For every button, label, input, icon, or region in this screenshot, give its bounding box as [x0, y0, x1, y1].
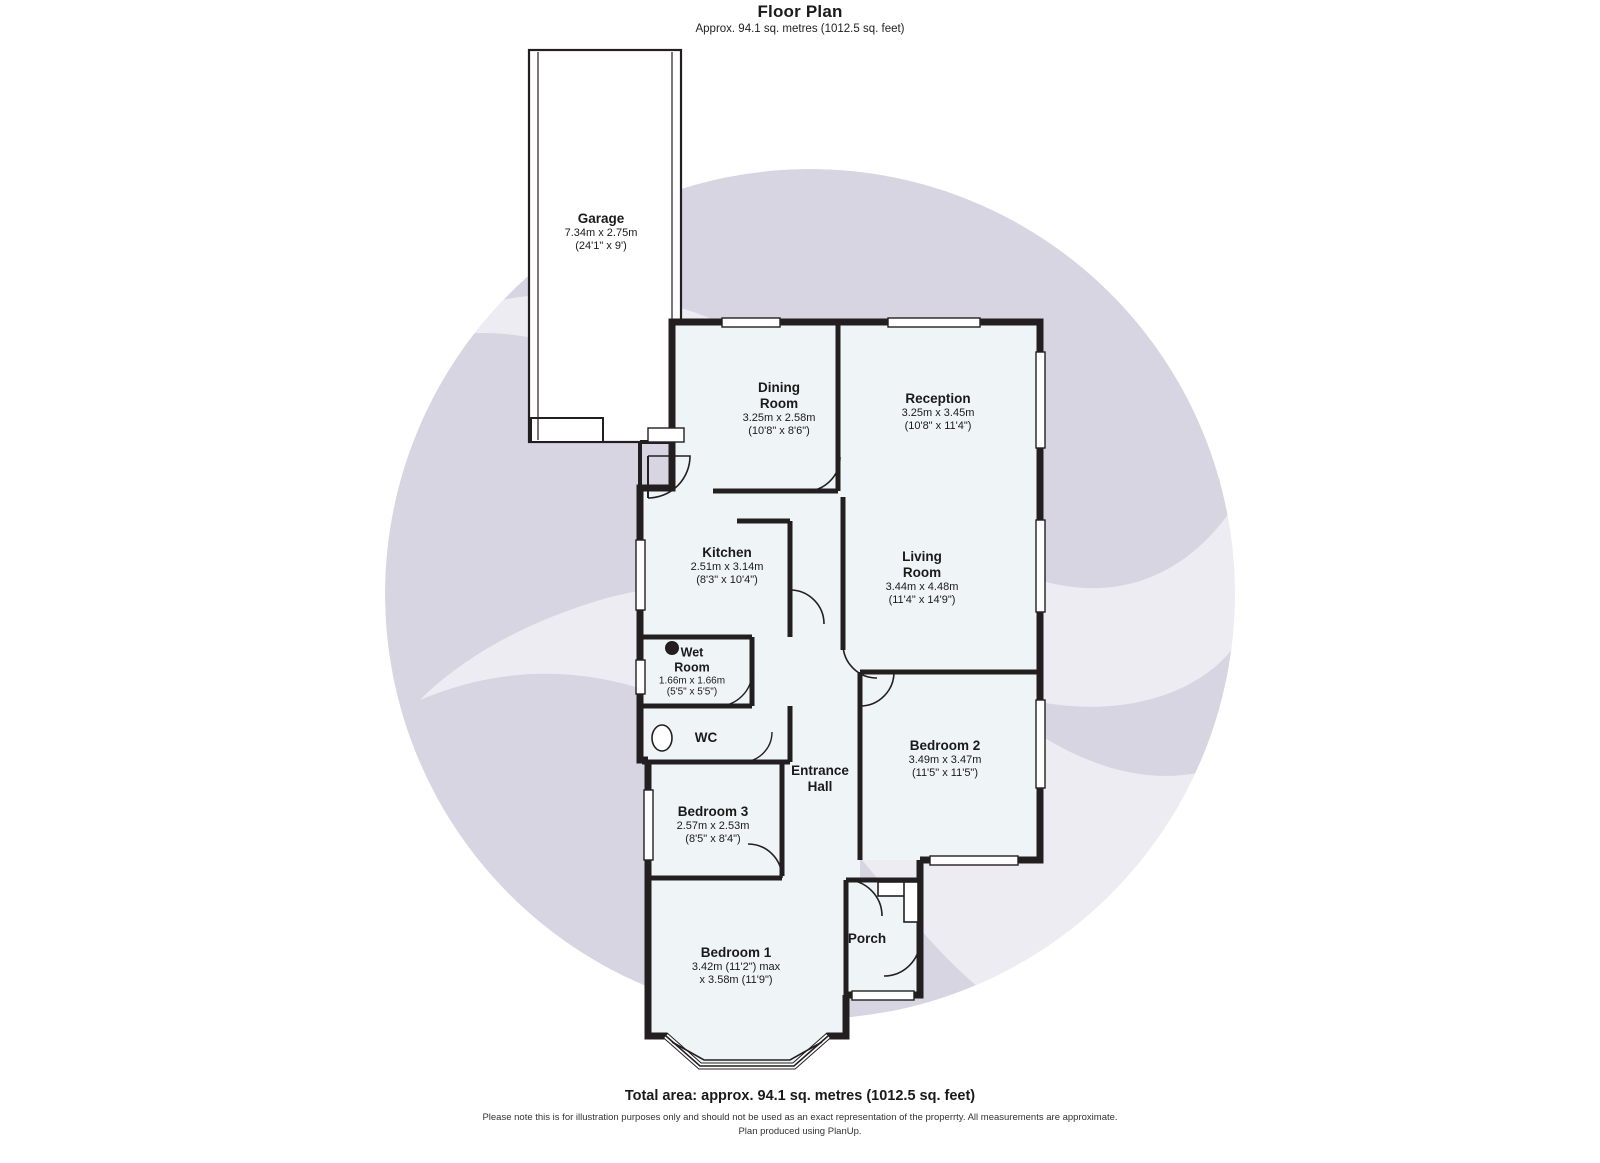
room-name: Bedroom 1 — [700, 945, 772, 961]
page-subtitle: Approx. 94.1 sq. metres (1012.5 sq. feet) — [695, 23, 905, 35]
room-dim-metric: 3.49m x 3.47m — [908, 753, 982, 766]
room-name-line1: Entrance — [791, 763, 849, 779]
room-dim-metric: 3.25m x 3.45m — [901, 406, 975, 419]
room-name: Kitchen — [702, 545, 752, 561]
room-name: Bedroom 2 — [909, 738, 981, 754]
room-name: Reception — [905, 391, 971, 407]
room-dim-metric: 1.66m x 1.66m — [658, 674, 726, 686]
total-area-text: Total area: approx. 94.1 sq. metres (1012.5 sq. feet) — [624, 1088, 976, 1104]
room-name: WC — [694, 730, 718, 746]
room-name-line2: Room — [902, 565, 942, 581]
room-dim-imperial: (24'1" x 9') — [575, 239, 627, 252]
room-dim-imperial: (11'5" x 11'5") — [911, 766, 979, 779]
page-title: Floor Plan — [757, 2, 843, 21]
room-dim-imperial: (8'5" x 8'4") — [685, 832, 741, 845]
room-name-line1: Wet — [680, 645, 704, 660]
room-dim-imperial: (8'3" x 10'4") — [696, 573, 758, 586]
room-dim-metric: 7.34m x 2.75m — [564, 226, 638, 239]
room-dim-metric: 3.25m x 2.58m — [742, 411, 816, 424]
room-dim-imperial: (10'8" x 11'4") — [904, 419, 972, 432]
disclaimer-line-2: Plan produced using PlanUp. — [738, 1126, 862, 1137]
room-name-line2: Hall — [807, 779, 833, 794]
room-dim-imperial: (5'5" x 5'5") — [666, 686, 718, 698]
room-name: Bedroom 3 — [677, 804, 749, 820]
room-name: Porch — [847, 931, 887, 947]
room-name-line2: Room — [674, 660, 710, 675]
room-dim-metric: 3.44m x 4.48m — [885, 580, 959, 593]
room-name-line1: Living — [902, 549, 942, 565]
room-dim-imperial: x 3.58m (11'9") — [699, 973, 773, 986]
room-dim-metric: 3.42m (11'2") max — [691, 960, 781, 973]
room-dim-metric: 2.57m x 2.53m — [676, 819, 750, 832]
room-dim-metric: 2.51m x 3.14m — [690, 560, 764, 573]
room-dim-imperial: (10'8" x 8'6") — [748, 424, 810, 437]
room-dim-imperial: (11'4" x 14'9") — [888, 593, 956, 606]
room-name: Garage — [577, 211, 625, 227]
garage-outline — [529, 50, 681, 442]
disclaimer-line-1: Please note this is for illustration purposes only and should not be used as an exact representation of the properrty. All measurements are approximate. — [482, 1112, 1118, 1123]
room-name-line2: Room — [759, 396, 799, 412]
room-name-line1: Dining — [757, 380, 800, 396]
